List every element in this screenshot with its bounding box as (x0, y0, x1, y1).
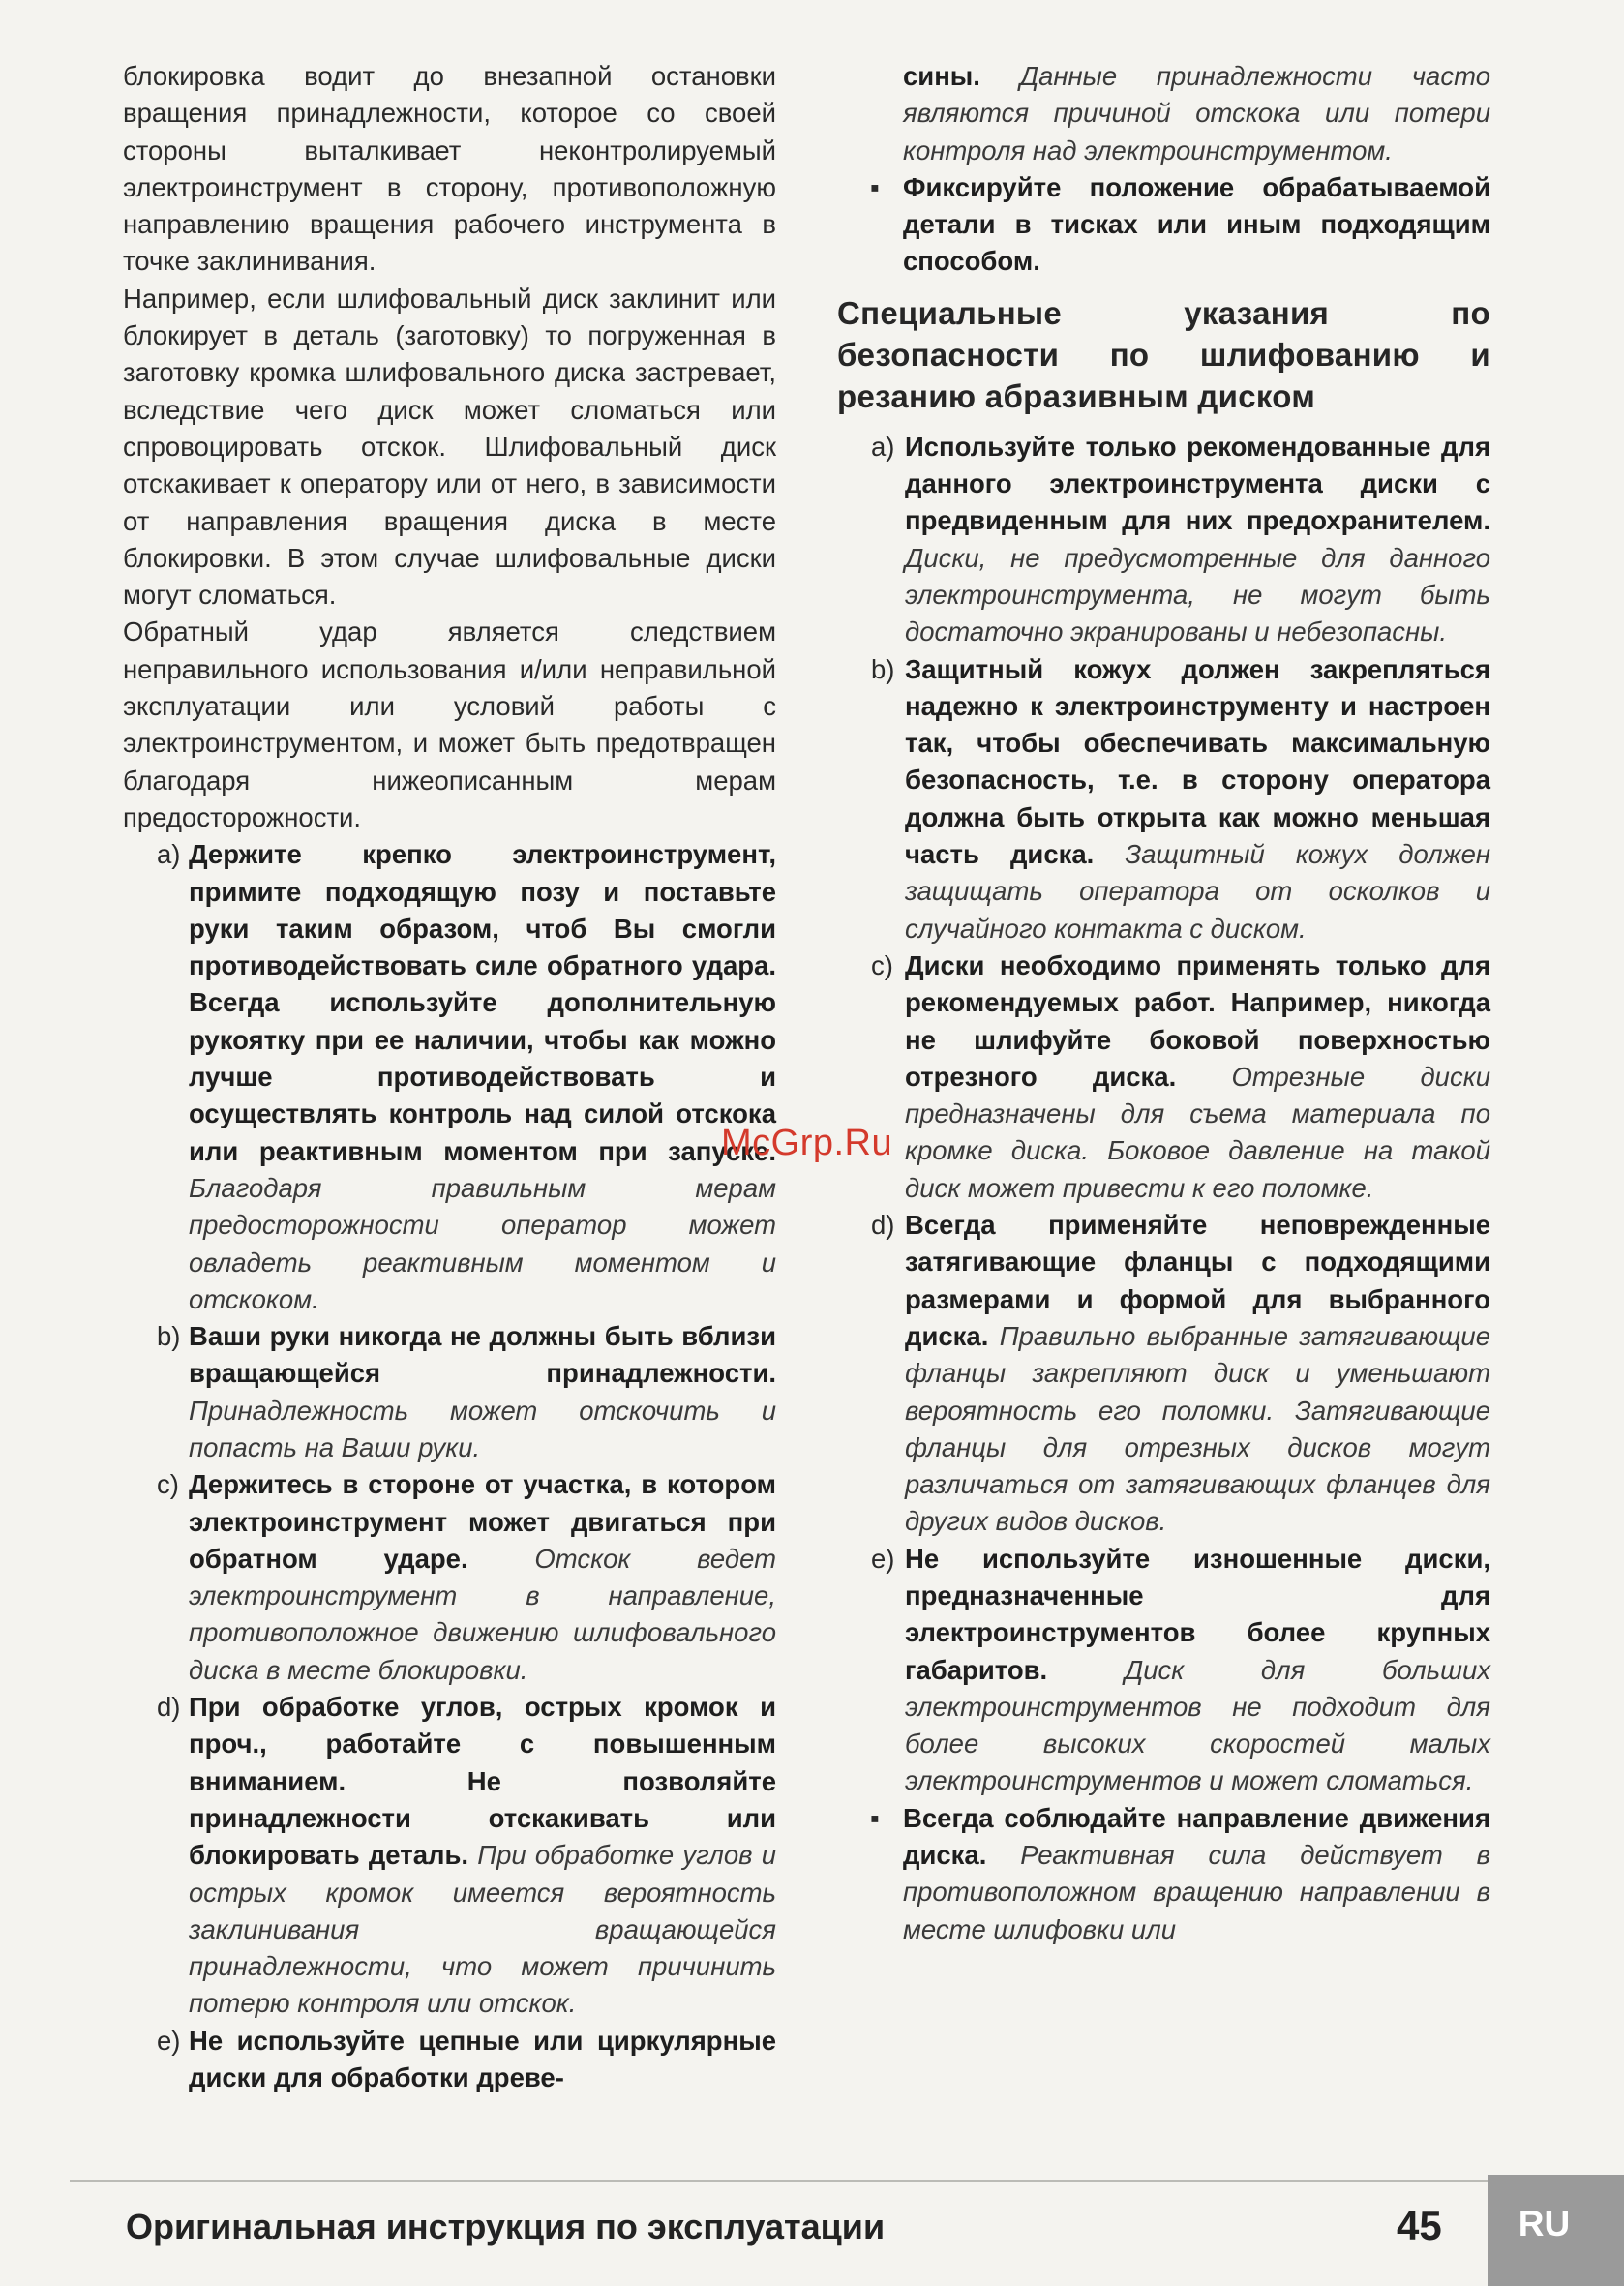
list-item-bold: Не используйте изношенные диски, предназначенные для электроинструментов более крупных габаритов. (905, 1543, 1490, 1685)
footer-divider (70, 2180, 1492, 2182)
list-item-italic: Благодаря правильным мерам предосторожности оператор может овладеть реактивным моментом и отскоком. (189, 1172, 776, 1314)
left-column (123, 58, 776, 2096)
continued-item (837, 58, 1490, 169)
list-item-italic: Диски, не предусмотренные для данного электроинструмента, не могут быть достаточно экранированы и небезопасны. (905, 542, 1490, 647)
list-item-label: c) (157, 1469, 179, 1500)
continued-italic: Данные принадлежности часто являются причиной отскока или потери контроля над электроинструментом. (903, 61, 1490, 165)
list-item-label: a) (157, 839, 181, 870)
list-item (123, 2023, 776, 2097)
bullet-italic: Реактивная сила действует в противоположном вращению направлении в месте шлифовки или (903, 1840, 1490, 1944)
list-item-bold: При обработке углов, острых кромок и проч., работайте с повышенным вниманием. Не позволяйте принадлежности отскакивать или блокировать деталь. (189, 1692, 776, 1871)
list-item (837, 1541, 1490, 1800)
list-item (123, 1318, 776, 1466)
list-item (123, 836, 776, 1318)
list-item-bold: Держитесь в стороне от участка, в котором электроинструмент может двигаться при обратном ударе. (189, 1469, 776, 1574)
list-item-label: d) (157, 1692, 181, 1723)
list-item-italic: Диск для больших электроинструментов не подходит для более высоких скоростей малых электроинструментов и может сломаться. (905, 1654, 1490, 1796)
list-item (837, 429, 1490, 651)
continued-bold: сины. (903, 61, 980, 91)
list-item-label: e) (157, 2025, 181, 2056)
list-item-bold: Защитный кожух должен закрепляться надежно к электроинструменту и настроен так, чтобы обеспечивать максимальную безопасность, т.е. в сторону оператора должна быть открыта как можно меньшая часть диска. (905, 653, 1490, 870)
bullet-icon: ▪ (870, 171, 880, 202)
section-heading: Специальные указания по безопасности по шлифованию и резанию абразивным диском (837, 294, 1490, 414)
list-item-label: c) (871, 949, 893, 980)
paragraph: блокировка водит до внезапной остановки вращения принадлежности, которое со своей стороны выталкивает неконтролируемый электроинструмент в сторону, противоположную направлению вращения рабочего инструмента в точке заклинивания. (123, 61, 776, 277)
list-item-label: b) (871, 653, 895, 684)
watermark: McGrp.Ru (721, 1123, 893, 1163)
list-item-bold: Используйте только рекомендованные для данного электроинструмента диски с предвиденным для них предохранителем. (905, 431, 1490, 536)
language-tab (1488, 2175, 1624, 2286)
bullet-icon: ▪ (870, 1802, 880, 1833)
language-label: RU (1518, 2203, 1571, 2243)
list-item-label: e) (871, 1543, 895, 1574)
bullet-item (837, 169, 1490, 281)
list-item-bold: Всегда применяйте неповрежденные затягивающие фланцы с подходящими размерами и формой для выбранного диска. (905, 1210, 1490, 1351)
list-item (837, 947, 1490, 1207)
list-item-label: a) (871, 431, 895, 462)
list-item (837, 1207, 1490, 1541)
list-item-italic: Отрезные диски предназначены для съема материала по кромке диска. Боковое давление на такой диск может привести к его поломке. (905, 1061, 1490, 1203)
list-item-bold: Не используйте цепные или циркулярные диски для обработки древе- (189, 2025, 776, 2093)
right-column (837, 58, 1490, 1948)
paragraph: Обратный удар является следствием неправильного использования и/или неправильной эксплуатации или условий работы с электроинструментом, и может быть предотвращен благодаря нижеописанным мерам предосторожности. (123, 617, 776, 832)
list-item (123, 1689, 776, 2023)
list-item-italic: Правильно выбранные затягивающие фланцы закрепляют диск и уменьшают вероятность его поломки. Затягивающие фланцы для отрезных дисков могут различаться от затягивающих фланцев для других видов дисков. (905, 1320, 1491, 1537)
list-item-italic: Принадлежность может отскочить и попасть на Ваши руки. (189, 1395, 776, 1462)
list-item-bold: Держите крепко электроинструмент, примите подходящую позу и поставьте руки таким образом, чтоб Вы смогли противодействовать силе обратного удара. Всегда используйте дополнительную рукоятку при ее наличии, чтобы как можно лучше противодействовать и осуществлять контроль над силой отскока или реактивным моментом при запуске. (189, 839, 776, 1166)
list-item (123, 1466, 776, 1689)
list-item (837, 651, 1490, 947)
footer-title: Оригинальная инструкция по эксплуатации (126, 2207, 886, 2246)
bullet-item (837, 1800, 1490, 1948)
page-number: 45 (1397, 2203, 1442, 2248)
list-item-bold: Ваши руки никогда не должны быть вблизи вращающейся принадлежности. (189, 1321, 776, 1389)
paragraph: Например, если шлифовальный диск заклинит или блокирует в деталь (заготовку) то погруженная в заготовку кромка шлифовального диска застревает, вследствие чего диск может сломаться или спровоцировать отскок. Шлифовальный диск отскакивает к оператору или от него, в зависимости от направления вращения диска в месте блокировки. В этом случае шлифовальные диски могут сломаться. (123, 283, 776, 611)
list-item-label: b) (157, 1321, 181, 1352)
list-item-italic: При обработке углов и острых кромок имеется вероятность заклинивания вращающейся принадлежности, что может причинить потерю контроля или отскок. (189, 1840, 776, 2019)
bullet-bold: Всегда соблюдайте направление движения диска. (903, 1802, 1490, 1871)
list-item-bold: Диски необходимо применять только для рекомендуемых работ. Например, никогда не шлифуйте боковой поверхностью отрезного диска. (905, 949, 1490, 1092)
list-item-italic: Отскок ведет электроинструмент в направление, противоположное движению шлифовального диска в месте блокировки. (189, 1543, 776, 1685)
bullet-bold: Фиксируйте положение обрабатываемой детали в тисках или иным подходящим способом. (903, 171, 1490, 277)
list-item-italic: Защитный кожух должен защищать оператора от осколков и случайного контакта с диском. (905, 839, 1490, 944)
list-item-label: d) (871, 1210, 895, 1241)
